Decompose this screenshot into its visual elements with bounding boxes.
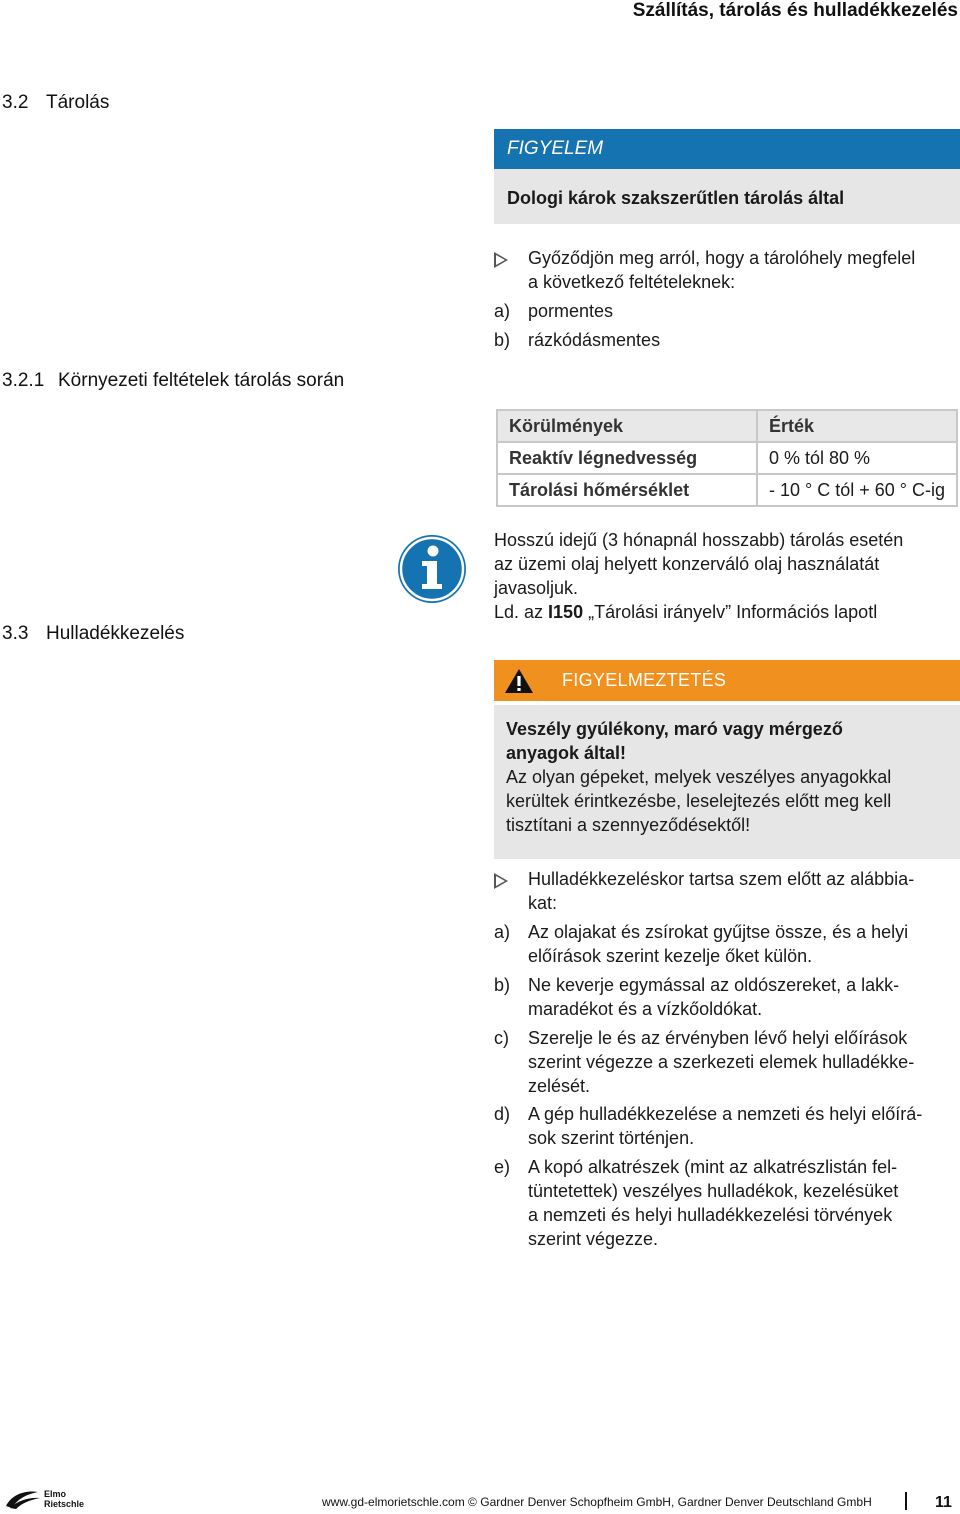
info-line: Hosszú idejű (3 hónapnál hosszabb) tárolás esetén — [494, 530, 904, 550]
warning-label: FIGYELMEZTETÉS — [562, 670, 727, 690]
table-cell: Tárolási hőmérséklet — [497, 474, 757, 506]
list-item — [494, 920, 960, 968]
footer-text — [322, 1495, 872, 1509]
website-link[interactable]: www.gd-elmorietschle.com — [322, 1495, 465, 1509]
disposal-instruction: Hulladékkezeléskor tartsa szem előtt az alábbia- kat: — [494, 867, 960, 915]
notice-label: FIGYELEM — [494, 129, 960, 169]
footer-divider — [905, 1492, 907, 1510]
section-title: Tárolás — [46, 92, 110, 113]
info-icon — [397, 534, 467, 604]
warning-header — [494, 660, 960, 701]
section-number: 3.2.1 — [2, 370, 45, 391]
list-item — [494, 973, 960, 1021]
list-item-text: pormentes — [528, 301, 614, 321]
section-number: 3.3 — [2, 623, 29, 644]
list-item-text: Az olajakat és zsírokat gyűjtse össze, és a helyi előírások szerint kezelje őket külön. — [528, 922, 909, 966]
list-item — [494, 1026, 960, 1098]
info-reference: Ld. az I150 „Tárolási irányelv” Információs lapotl — [494, 602, 878, 622]
table-row — [497, 474, 957, 506]
list-marker: d) — [494, 1104, 511, 1124]
list-marker: a) — [494, 301, 511, 321]
document-code: I150 — [548, 602, 584, 622]
warning-body — [494, 705, 960, 859]
warning-box — [494, 660, 960, 859]
list-item — [494, 1155, 960, 1251]
header-title: Szállítás, tárolás és hulladékkezelés — [632, 0, 958, 21]
section-3-2-1-heading — [2, 370, 344, 392]
triangle-bullet-icon — [494, 867, 508, 891]
page-number: 11 — [935, 1494, 952, 1511]
section-number: 3.2 — [2, 92, 29, 113]
table-row — [497, 442, 957, 474]
list-item-text: A kopó alkatrészek (mint az alkatrészlistán fel- tüntetettek) veszélyes hulladékok, kezelésüket a nemzeti és helyi hulladékkezelési törvények szerint végezze. — [528, 1157, 899, 1249]
list-item-text: Szerelje le és az érvényben lévő helyi előírások szerint végezze a szerkezeti elemek hulladékke- zelését. — [528, 1028, 915, 1096]
info-line: javasoljuk. — [494, 578, 579, 598]
table-header-cell: Körülmények — [497, 410, 757, 442]
storage-conditions-table — [496, 409, 958, 507]
instruction-line: Győződjön meg arról, hogy a tárolóhely megfelel — [528, 248, 916, 268]
logo-text: Elmo — [44, 1489, 67, 1499]
copyright: © Gardner Denver Schopfheim GmbH, Gardner Denver Deutschland GmbH — [464, 1495, 872, 1509]
storage-instruction — [494, 246, 960, 294]
table-cell: 0 % tól 80 % — [757, 442, 957, 474]
list-item-text: Ne keverje egymással az oldószereket, a lakk- maradékot és a vízkőoldókat. — [528, 975, 900, 1019]
list-item — [494, 299, 960, 323]
list-marker: e) — [494, 1157, 511, 1177]
table-cell: - 10 ° C tól + 60 ° C-ig — [757, 474, 957, 506]
list-marker: a) — [494, 922, 511, 942]
section-3-2-heading — [2, 92, 109, 114]
warning-title: Veszély gyúlékony, maró vagy mérgező anyagok által! — [506, 719, 843, 763]
list-item-text: rázkódásmentes — [528, 330, 661, 350]
info-line: az üzemi olaj helyett konzerváló olaj használatát — [494, 554, 880, 574]
section-title: Hulladékkezelés — [46, 623, 185, 644]
section-3-3-heading — [2, 623, 184, 645]
list-marker: c) — [494, 1028, 509, 1048]
list-item — [494, 1102, 960, 1150]
elmo-rietschle-logo — [4, 1486, 96, 1510]
instruction-line: a következő feltételeknek: — [528, 272, 736, 292]
warning-triangle-icon — [504, 668, 534, 694]
list-item — [494, 328, 960, 352]
list-item-text: A gép hulladékkezelése a nemzeti és helyi előírá- sok szerint történjen. — [528, 1104, 923, 1148]
section-title: Környezeti feltételek tárolás során — [58, 370, 345, 391]
info-text — [494, 528, 960, 624]
notice-box — [494, 129, 960, 224]
table-header-row — [497, 410, 957, 442]
notice-subtitle: Dologi károk szakszerűtlen tárolás által — [494, 169, 960, 224]
list-marker: b) — [494, 330, 511, 350]
table-cell: Reaktív légnedvesség — [497, 442, 757, 474]
logo-text: Rietschle — [44, 1499, 85, 1509]
table-header-cell: Érték — [757, 410, 957, 442]
triangle-bullet-icon — [494, 246, 508, 270]
list-marker: b) — [494, 975, 511, 995]
warning-text: Az olyan gépeket, melyek veszélyes anyagokkal kerültek érintkezésbe, leselejtezés előtt meg kell tisztítani a szennyeződésektől! — [506, 767, 892, 835]
